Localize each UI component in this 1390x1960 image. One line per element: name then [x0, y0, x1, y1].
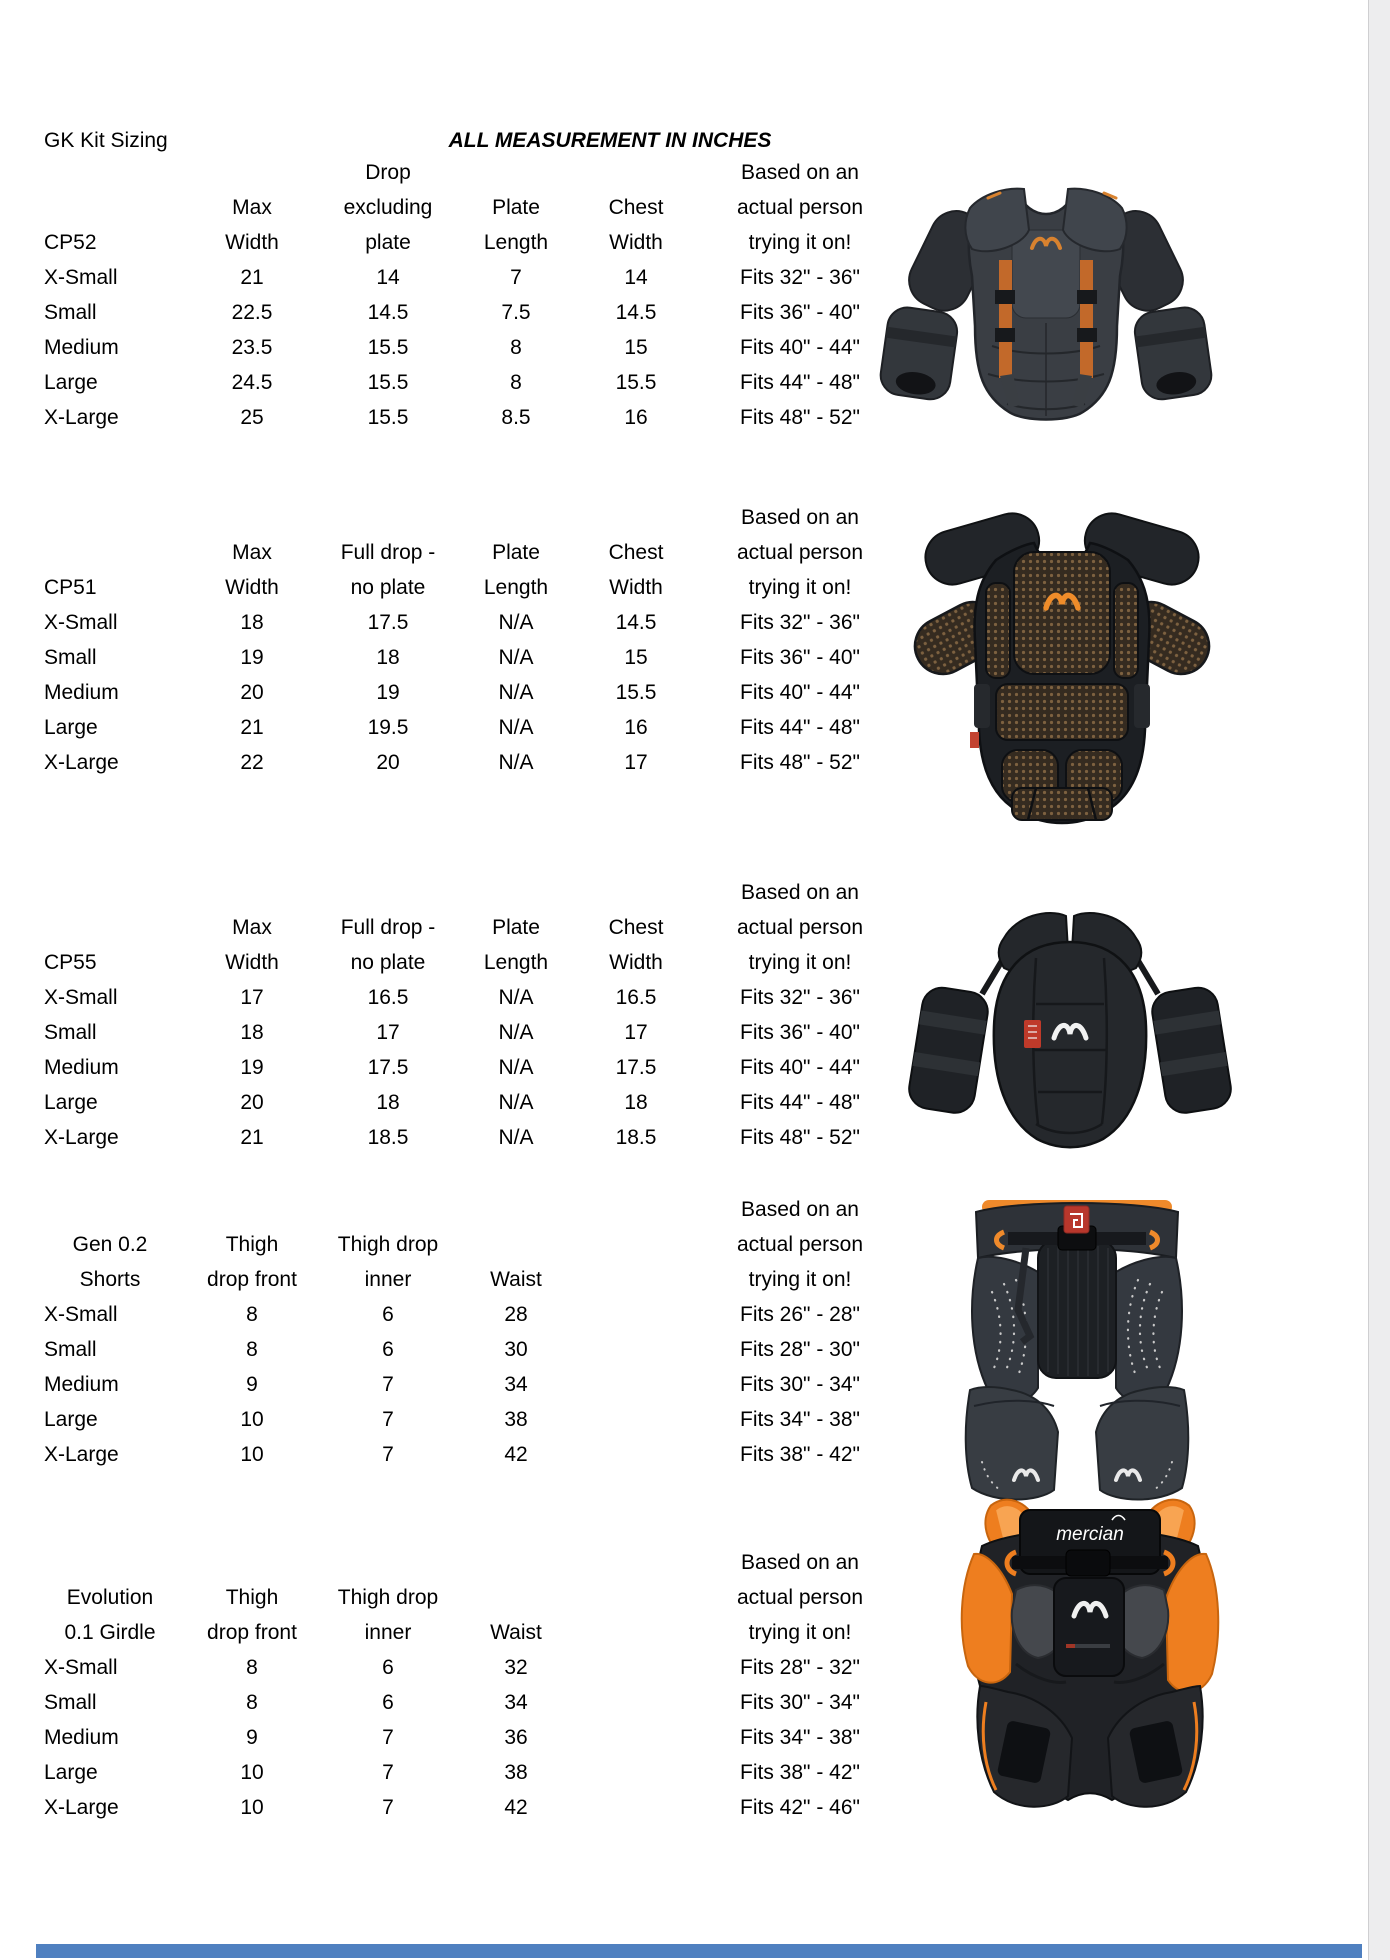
- fit-range: Fits 48" - 52": [740, 751, 860, 774]
- size-value: 14.5: [615, 611, 657, 634]
- column-header: Based on an: [741, 161, 859, 184]
- size-label: Medium: [44, 681, 119, 704]
- fit-range: Fits 44" - 48": [740, 371, 860, 394]
- fit-range: Fits 26" - 28": [740, 1303, 860, 1326]
- size-label: Small: [44, 1338, 97, 1361]
- fit-range: Fits 30" - 34": [740, 1373, 860, 1396]
- product-code: [40, 190, 180, 225]
- column-header: plate: [365, 231, 411, 254]
- mercian-brand-text: mercian: [1056, 1524, 1124, 1545]
- column-header: Plate: [492, 916, 540, 939]
- size-label: Medium: [44, 1373, 119, 1396]
- product-code: [40, 1192, 180, 1227]
- product-code: Evolution: [66, 1586, 154, 1609]
- column-header: Width: [225, 951, 279, 974]
- size-value: 24.5: [231, 371, 273, 394]
- size-value: 10: [240, 1796, 264, 1819]
- product-code: CP52: [44, 231, 97, 254]
- column-header: trying it on!: [748, 231, 852, 254]
- size-value: N/A: [498, 716, 534, 739]
- size-value: 21: [240, 266, 264, 289]
- fit-range: Fits 38" - 42": [740, 1443, 860, 1466]
- fit-range: Fits 32" - 36": [740, 986, 860, 1009]
- size-value: 7: [382, 1726, 394, 1749]
- column-header: [452, 1545, 580, 1580]
- size-value: 18: [376, 1091, 400, 1114]
- cp55-torso: [994, 942, 1146, 1147]
- column-header: Width: [609, 951, 663, 974]
- page-title: GK Kit Sizing: [44, 129, 168, 152]
- column-header: inner: [364, 1621, 412, 1644]
- size-value: 8: [246, 1691, 258, 1714]
- product-code: [40, 875, 180, 910]
- size-value: [580, 1297, 692, 1332]
- column-header: [180, 1545, 324, 1580]
- size-label: Small: [44, 301, 97, 324]
- size-value: 8: [510, 371, 522, 394]
- column-header: Chest: [608, 541, 664, 564]
- size-value: 38: [504, 1408, 528, 1431]
- size-value: N/A: [498, 1091, 534, 1114]
- column-header: Full drop -: [340, 541, 436, 564]
- size-value: 17.5: [367, 1056, 409, 1079]
- column-header: Thigh: [225, 1233, 279, 1256]
- size-value: 8: [246, 1338, 258, 1361]
- column-header: [324, 1192, 452, 1227]
- size-value: 23.5: [231, 336, 273, 359]
- size-value: 19: [240, 1056, 264, 1079]
- size-label: Small: [44, 646, 97, 669]
- size-value: 14: [376, 266, 400, 289]
- size-value: 36: [504, 1726, 528, 1749]
- size-value: 18: [376, 646, 400, 669]
- size-value: 10: [240, 1443, 264, 1466]
- size-value: 18: [624, 1091, 648, 1114]
- size-label: X-Large: [44, 406, 119, 429]
- size-value: 8: [246, 1656, 258, 1679]
- size-value: 32: [504, 1656, 528, 1679]
- size-value: 14.5: [367, 301, 409, 324]
- girdle-buckle: [1066, 1550, 1110, 1576]
- size-value: 15: [624, 336, 648, 359]
- size-label: X-Large: [44, 1796, 119, 1819]
- size-label: Medium: [44, 1056, 119, 1079]
- column-header: no plate: [350, 951, 426, 974]
- cp55-red-tag: [1024, 1020, 1041, 1048]
- column-header: trying it on!: [748, 576, 852, 599]
- shorts-right-hip: [1116, 1257, 1182, 1403]
- size-value: 19: [240, 646, 264, 669]
- size-label: X-Large: [44, 1126, 119, 1149]
- size-value: [580, 1790, 692, 1825]
- product-code: [40, 500, 180, 535]
- size-label: Large: [44, 371, 98, 394]
- column-header: Width: [225, 231, 279, 254]
- fit-range: Fits 36" - 40": [740, 646, 860, 669]
- fit-range: Fits 32" - 36": [740, 266, 860, 289]
- product-code: [40, 910, 180, 945]
- size-value: 6: [382, 1338, 394, 1361]
- size-value: 34: [504, 1373, 528, 1396]
- column-header: Chest: [608, 196, 664, 219]
- fit-range: Fits 42" - 46": [740, 1796, 860, 1819]
- size-value: 17.5: [615, 1056, 657, 1079]
- column-header: Max: [232, 916, 272, 939]
- product-code: [40, 1545, 180, 1580]
- fit-range: Fits 48" - 52": [740, 406, 860, 429]
- size-value: 19.5: [367, 716, 409, 739]
- size-value: [580, 1755, 692, 1790]
- size-value: [580, 1685, 692, 1720]
- column-header: [580, 1262, 692, 1297]
- size-label: X-Large: [44, 1443, 119, 1466]
- cp52-product-image: [872, 168, 1220, 430]
- fit-range: Fits 38" - 42": [740, 1761, 860, 1784]
- column-header: [580, 1192, 692, 1227]
- size-value: 21: [240, 1126, 264, 1149]
- size-value: 7: [382, 1408, 394, 1431]
- column-header: Waist: [490, 1621, 542, 1644]
- size-label: X-Small: [44, 611, 118, 634]
- size-value: [580, 1720, 692, 1755]
- size-value: 22: [240, 751, 264, 774]
- fit-range: Fits 36" - 40": [740, 1021, 860, 1044]
- size-value: N/A: [498, 1021, 534, 1044]
- size-table-cp51: [40, 500, 908, 780]
- size-value: 30: [504, 1338, 528, 1361]
- column-header: drop front: [207, 1268, 297, 1291]
- column-header: Length: [483, 951, 549, 974]
- fit-range: Fits 40" - 44": [740, 1056, 860, 1079]
- cp52-left-shoulder-flap: [965, 189, 1029, 252]
- cp55-product-image: [886, 892, 1254, 1184]
- size-value: 6: [382, 1656, 394, 1679]
- fit-range: Fits 28" - 30": [740, 1338, 860, 1361]
- size-label: Large: [44, 1408, 98, 1431]
- column-header: [324, 875, 452, 910]
- size-label: Large: [44, 716, 98, 739]
- size-value: 6: [382, 1303, 394, 1326]
- size-value: 16: [624, 406, 648, 429]
- size-value: 7: [382, 1443, 394, 1466]
- size-value: 20: [376, 751, 400, 774]
- column-header: actual person: [736, 1233, 864, 1256]
- size-value: 10: [240, 1408, 264, 1431]
- fit-range: Fits 44" - 48": [740, 716, 860, 739]
- fit-range: Fits 48" - 52": [740, 1126, 860, 1149]
- size-table-gen-0-2-shorts: [40, 1192, 908, 1472]
- column-header: [180, 875, 324, 910]
- column-header: Plate: [492, 196, 540, 219]
- size-value: 22.5: [231, 301, 273, 324]
- size-value: 15.5: [367, 406, 409, 429]
- column-header: [452, 155, 580, 190]
- product-code: CP55: [44, 951, 97, 974]
- column-header: Thigh: [225, 1586, 279, 1609]
- size-table-evolution-0-1-girdle: [40, 1545, 908, 1825]
- size-value: 21: [240, 716, 264, 739]
- product-code: Shorts: [79, 1268, 141, 1291]
- size-value: 20: [240, 681, 264, 704]
- size-value: 18.5: [367, 1126, 409, 1149]
- size-label: Medium: [44, 336, 119, 359]
- column-header: [180, 500, 324, 535]
- size-label: X-Small: [44, 266, 118, 289]
- column-header: Thigh drop: [337, 1586, 439, 1609]
- size-value: 17: [240, 986, 264, 1009]
- size-value: N/A: [498, 681, 534, 704]
- size-value: 16: [624, 716, 648, 739]
- size-value: 7: [510, 266, 522, 289]
- column-header: [580, 1615, 692, 1650]
- size-value: 42: [504, 1443, 528, 1466]
- size-value: [580, 1437, 692, 1472]
- size-value: 17: [624, 1021, 648, 1044]
- column-header: actual person: [736, 916, 864, 939]
- measurement-banner: ALL MEASUREMENT IN INCHES: [448, 129, 772, 152]
- size-value: 20: [240, 1091, 264, 1114]
- size-label: Large: [44, 1761, 98, 1784]
- size-label: Medium: [44, 1726, 119, 1749]
- column-header: actual person: [736, 196, 864, 219]
- size-label: X-Large: [44, 751, 119, 774]
- column-header: Plate: [492, 541, 540, 564]
- fit-range: Fits 34" - 38": [740, 1408, 860, 1431]
- column-header: Based on an: [741, 506, 859, 529]
- column-header: trying it on!: [748, 951, 852, 974]
- column-header: [180, 155, 324, 190]
- size-value: [580, 1332, 692, 1367]
- column-header: [452, 1227, 580, 1262]
- column-header: Drop: [365, 161, 411, 184]
- size-value: 15.5: [615, 371, 657, 394]
- fit-range: Fits 32" - 36": [740, 611, 860, 634]
- product-code: [40, 155, 180, 190]
- size-value: 17: [624, 751, 648, 774]
- fit-range: Fits 40" - 44": [740, 336, 860, 359]
- size-label: X-Small: [44, 986, 118, 1009]
- size-value: N/A: [498, 646, 534, 669]
- size-value: 14.5: [615, 301, 657, 324]
- size-value: 19: [376, 681, 400, 704]
- partial-blue-banner: [36, 1944, 1362, 1958]
- size-value: [580, 1402, 692, 1437]
- size-value: 7.5: [501, 301, 531, 324]
- size-label: Small: [44, 1691, 97, 1714]
- size-label: Small: [44, 1021, 97, 1044]
- column-header: Full drop -: [340, 916, 436, 939]
- column-header: [580, 875, 692, 910]
- fit-range: Fits 36" - 40": [740, 301, 860, 324]
- size-value: N/A: [498, 751, 534, 774]
- column-header: trying it on!: [748, 1621, 852, 1644]
- size-value: 7: [382, 1373, 394, 1396]
- size-value: 18: [240, 1021, 264, 1044]
- size-value: 16.5: [367, 986, 409, 1009]
- product-code: CP51: [44, 576, 97, 599]
- column-header: drop front: [207, 1621, 297, 1644]
- column-header: Based on an: [741, 1551, 859, 1574]
- column-header: [452, 875, 580, 910]
- product-code: 0.1 Girdle: [64, 1621, 156, 1644]
- size-value: 6: [382, 1691, 394, 1714]
- evolution-girdle-product-image: [916, 1494, 1264, 1856]
- column-header: Waist: [490, 1268, 542, 1291]
- fit-range: Fits 34" - 38": [740, 1726, 860, 1749]
- column-header: inner: [364, 1268, 412, 1291]
- column-header: Width: [225, 576, 279, 599]
- size-value: 8: [510, 336, 522, 359]
- gen02-shorts-product-image: [926, 1192, 1228, 1524]
- size-value: 17: [376, 1021, 400, 1044]
- column-header: Width: [609, 231, 663, 254]
- column-header: [580, 1545, 692, 1580]
- column-header: Length: [483, 576, 549, 599]
- column-header: [324, 1545, 452, 1580]
- column-header: Thigh drop: [337, 1233, 439, 1256]
- size-value: [580, 1367, 692, 1402]
- size-value: 14: [624, 266, 648, 289]
- column-header: [452, 500, 580, 535]
- size-label: Large: [44, 1091, 98, 1114]
- size-value: 28: [504, 1303, 528, 1326]
- size-value: 42: [504, 1796, 528, 1819]
- column-header: Width: [609, 576, 663, 599]
- column-header: excluding: [343, 196, 433, 219]
- size-value: 15.5: [367, 371, 409, 394]
- size-value: 17.5: [367, 611, 409, 634]
- column-header: [452, 1580, 580, 1615]
- column-header: Based on an: [741, 881, 859, 904]
- size-value: 9: [246, 1726, 258, 1749]
- size-table-cp55: [40, 875, 908, 1155]
- size-value: 15.5: [367, 336, 409, 359]
- fit-range: Fits 40" - 44": [740, 681, 860, 704]
- column-header: [580, 500, 692, 535]
- cp51-product-image: [866, 488, 1258, 836]
- column-header: [324, 500, 452, 535]
- column-header: [452, 1192, 580, 1227]
- column-header: trying it on!: [748, 1268, 852, 1291]
- size-value: 25: [240, 406, 264, 429]
- size-label: X-Small: [44, 1656, 118, 1679]
- size-value: 8.5: [501, 406, 531, 429]
- fit-range: Fits 30" - 34": [740, 1691, 860, 1714]
- column-header: Chest: [608, 916, 664, 939]
- size-value: 15.5: [615, 681, 657, 704]
- size-value: 15: [624, 646, 648, 669]
- scrollbar-track[interactable]: [1368, 0, 1390, 1960]
- size-value: 8: [246, 1303, 258, 1326]
- column-header: Length: [483, 231, 549, 254]
- size-value: 10: [240, 1761, 264, 1784]
- column-header: Max: [232, 196, 272, 219]
- size-value: N/A: [498, 986, 534, 1009]
- size-value: 18.5: [615, 1126, 657, 1149]
- size-table-cp52: [40, 155, 908, 435]
- size-value: 16.5: [615, 986, 657, 1009]
- size-value: 18: [240, 611, 264, 634]
- column-header: actual person: [736, 541, 864, 564]
- cp55-left-arm-guard: [906, 985, 990, 1116]
- size-value: 7: [382, 1761, 394, 1784]
- product-code: [40, 535, 180, 570]
- girdle-front-panel: [1054, 1578, 1124, 1676]
- column-header: [580, 1227, 692, 1262]
- size-value: N/A: [498, 1126, 534, 1149]
- column-header: [180, 1192, 324, 1227]
- size-value: 9: [246, 1373, 258, 1396]
- fit-range: Fits 28" - 32": [740, 1656, 860, 1679]
- size-value: 7: [382, 1796, 394, 1819]
- column-header: no plate: [350, 576, 426, 599]
- product-code: Gen 0.2: [72, 1233, 148, 1256]
- size-value: 34: [504, 1691, 528, 1714]
- cp51-red-tag: [970, 732, 979, 748]
- column-header: actual person: [736, 1586, 864, 1609]
- size-value: 38: [504, 1761, 528, 1784]
- cp55-right-arm-guard: [1149, 985, 1233, 1116]
- size-value: [580, 1650, 692, 1685]
- size-value: N/A: [498, 1056, 534, 1079]
- size-label: X-Small: [44, 1303, 118, 1326]
- column-header: [580, 1580, 692, 1615]
- size-value: N/A: [498, 611, 534, 634]
- column-header: Max: [232, 541, 272, 564]
- column-header: Based on an: [741, 1198, 859, 1221]
- column-header: [580, 155, 692, 190]
- fit-range: Fits 44" - 48": [740, 1091, 860, 1114]
